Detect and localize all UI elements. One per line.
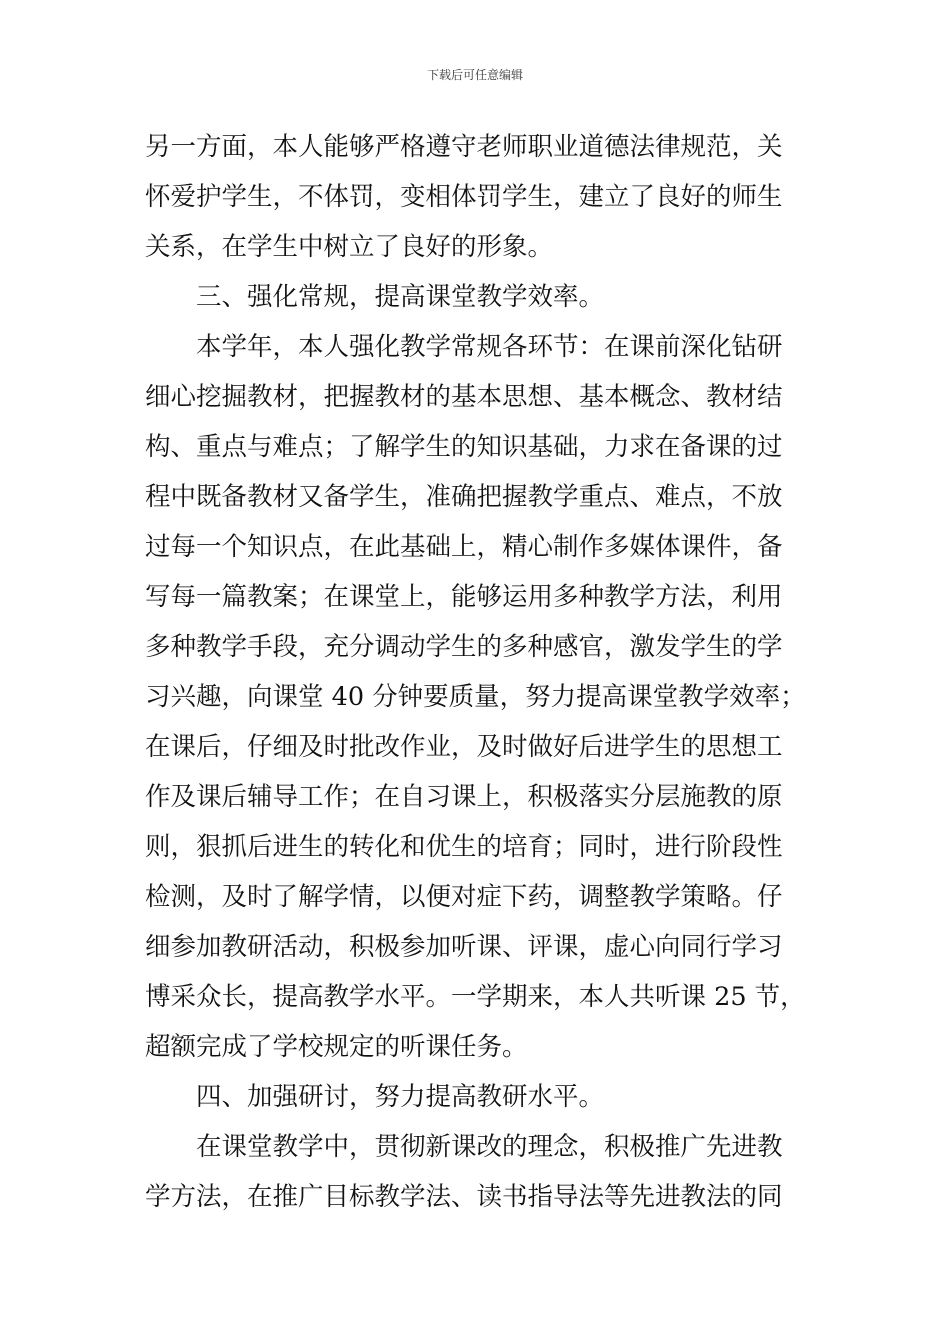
text-line: 过每一个知识点，在此基础上，精心制作多媒体课件，备: [145, 532, 783, 562]
text-line: 则，狠抓后进生的转化和优生的培育；同时，进行阶段性: [145, 832, 783, 862]
text-line: 博采众长，提高教学水平。一学期来，本人共听课 25 节，: [145, 982, 806, 1012]
page-header: 下载后可任意编辑: [426, 68, 523, 82]
text-line: 关系，在学生中树立了良好的形象。: [145, 232, 554, 262]
section-heading-3: 三、强化常规，提高课堂教学效率。: [196, 282, 605, 312]
text-line: 细参加教研活动，积极参加听课、评课，虚心向同行学习: [145, 932, 783, 962]
text-line: 构、重点与难点；了解学生的知识基础，力求在备课的过: [145, 432, 783, 462]
text-line: 本学年，本人强化教学常规各环节：在课前深化钻研: [196, 332, 783, 362]
text-line: 习兴趣，向课堂 40 分钟要质量，努力提高课堂教学效率；: [145, 682, 806, 712]
text-line: 在课堂教学中，贯彻新课改的理念，积极推广先进教: [196, 1132, 783, 1162]
text-line: 学方法，在推广目标教学法、读书指导法等先进教法的同: [145, 1182, 783, 1212]
document-body: [145, 122, 807, 1222]
text-line: 检测，及时了解学情，以便对症下药，调整教学策略。仔: [145, 882, 783, 912]
text-line: 另一方面，本人能够严格遵守老师职业道德法律规范，关: [145, 132, 783, 162]
text-line: 怀爱护学生，不体罚，变相体罚学生，建立了良好的师生: [145, 182, 783, 212]
text-line: 细心挖掘教材，把握教材的基本思想、基本概念、教材结: [145, 382, 783, 412]
text-line: 超额完成了学校规定的听课任务。: [145, 1032, 528, 1062]
text-line: 程中既备教材又备学生，准确把握教学重点、难点，不放: [145, 482, 783, 512]
text-line: 多种教学手段，充分调动学生的多种感官，激发学生的学: [145, 632, 783, 662]
section-heading-4: 四、加强研讨，努力提高教研水平。: [196, 1082, 605, 1112]
text-line: 在课后，仔细及时批改作业，及时做好后进学生的思想工: [145, 732, 783, 762]
text-line: 写每一篇教案；在课堂上，能够运用多种教学方法，利用: [145, 582, 783, 612]
text-line: 作及课后辅导工作；在自习课上，积极落实分层施教的原: [145, 782, 783, 812]
